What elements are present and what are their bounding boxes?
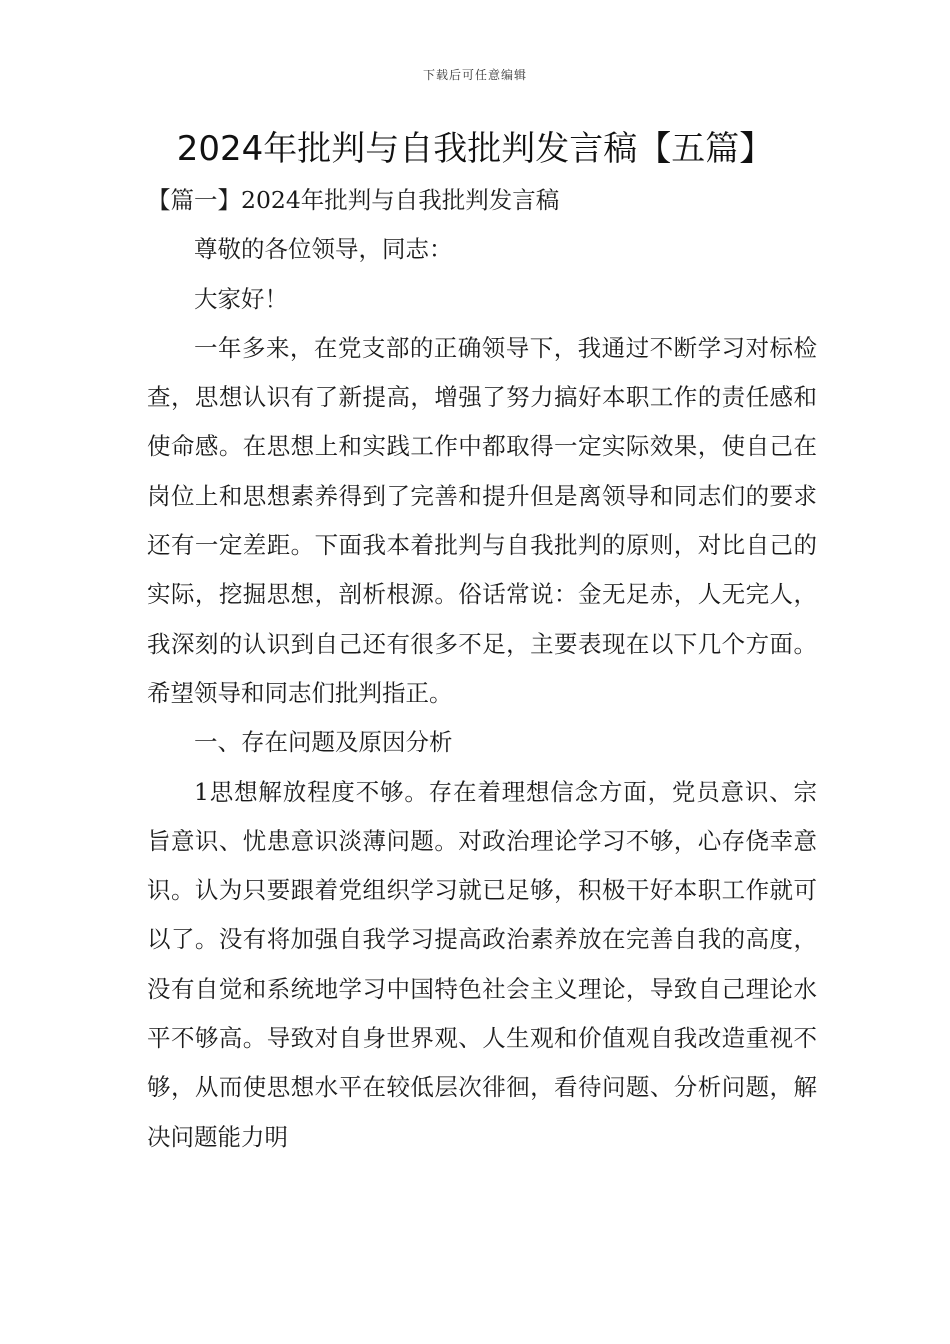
point-one-paragraph: 1思想解放程度不够。存在着理想信念方面，党员意识、宗旨意识、忧患意识淡薄问题。对政治理论学习不够，心存侥幸意识。认为只要跟着党组织学习就已足够，积极干好本职工作就可以了。没有将加强自我学习提高政治素养放在完善自我的高度，没有自觉和系统地学习中国特色社会主义理论，导致自己理论水平不够高。导致对自身世界观、人生观和价值观自我改造重视不够，从而使思想水平在较低层次徘徊，看待问题、分析问题，解决问题能力明 — [147, 777, 817, 1151]
document-body — [147, 176, 817, 1162]
header-note: 下载后可任意编辑 — [422, 68, 527, 82]
subheading-paragraph: 一、存在问题及原因分析 — [194, 728, 453, 757]
document-title: 2024年批判与自我批判发言稿【五篇】 — [176, 129, 774, 169]
greeting-paragraph: 大家好！ — [194, 284, 288, 313]
intro-paragraph: 一年多来，在党支部的正确领导下，我通过不断学习对标检查，思想认识有了新提高，增强了努力搞好本职工作的责任感和使命感。在思想上和实践工作中都取得一定实际效果，使自己在岗位上和思想素养得到了完善和提升但是离领导和同志们的要求还有一定差距。下面我本着批判与自我批判的原则，对比自己的实际，挖掘思想，剖析根源。俗话常说：金无足赤，人无完人，我深刻的认识到自己还有很多不足，主要表现在以下几个方面。希望领导和同志们批判指正。 — [147, 333, 817, 707]
salutation-paragraph: 尊敬的各位领导，同志： — [194, 235, 453, 264]
section-title: 【篇一】2024年批判与自我批判发言稿 — [147, 186, 560, 214]
